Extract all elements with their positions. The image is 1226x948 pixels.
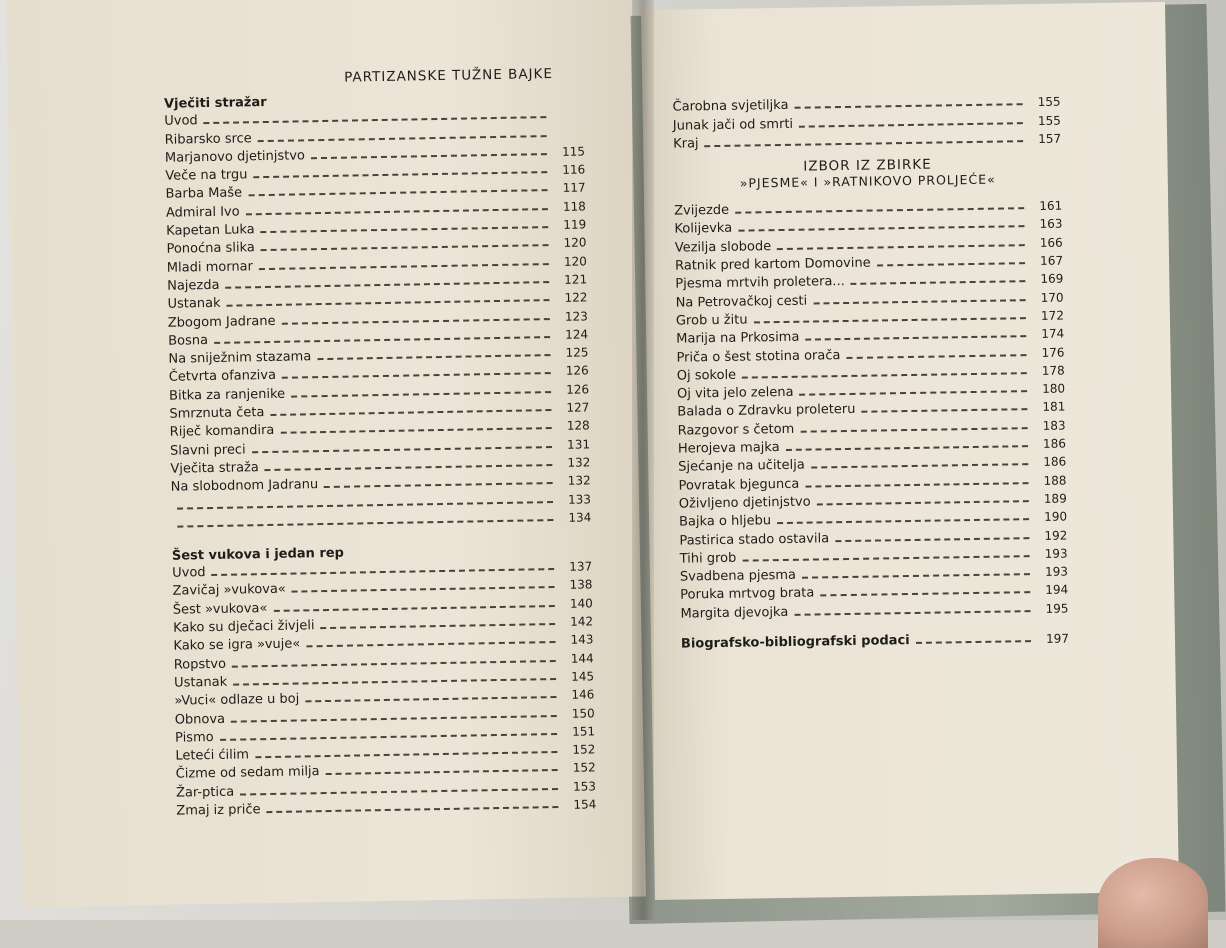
leader-dashes bbox=[280, 427, 551, 434]
leader-dashes bbox=[777, 518, 1029, 524]
leader-dashes bbox=[705, 140, 1024, 147]
toc-entry-title: Grob u žitu bbox=[676, 312, 754, 329]
toc-entry-page: 117 bbox=[555, 180, 585, 197]
toc-entry-page: 120 bbox=[556, 235, 586, 252]
leader-dashes bbox=[267, 806, 559, 813]
leader-dashes bbox=[270, 409, 551, 416]
leader-dashes bbox=[324, 482, 553, 488]
toc-entry-title: Kolijevka bbox=[674, 221, 738, 238]
toc-entry-page: 166 bbox=[1033, 234, 1063, 250]
toc-entry-title: Najezda bbox=[167, 278, 226, 295]
toc-entry-page: 163 bbox=[1032, 216, 1062, 232]
toc-entry-page: 127 bbox=[559, 399, 589, 416]
toc-entry-page: 155 bbox=[1030, 94, 1060, 110]
leader-dashes bbox=[877, 262, 1025, 266]
toc-entry-page: 178 bbox=[1035, 362, 1065, 378]
toc-entry-title: Ponoćna slika bbox=[166, 240, 261, 258]
toc-entry-title: Priča o šest stotina orača bbox=[676, 348, 846, 367]
leader-dashes bbox=[258, 135, 547, 142]
leader-dashes bbox=[916, 640, 1031, 644]
leader-dashes bbox=[799, 122, 1023, 128]
leader-dashes bbox=[794, 610, 1030, 616]
leader-dashes bbox=[777, 244, 1025, 250]
toc-entry-title: Kako se igra »vuje« bbox=[173, 637, 306, 655]
toc-entry-title: Šest »vukova« bbox=[173, 601, 274, 619]
toc-entry-title: Herojeva majka bbox=[678, 440, 786, 458]
toc-entry-page: 152 bbox=[566, 760, 596, 777]
toc-entry-title: Balada o Zdravku proleteru bbox=[677, 402, 861, 421]
toc-entry-page: 183 bbox=[1035, 417, 1065, 433]
toc-entry-page: 132 bbox=[560, 454, 590, 471]
leader-dashes bbox=[820, 592, 1030, 597]
leader-dashes bbox=[282, 318, 550, 325]
toc-entry-title: Pastirica stado ostavila bbox=[679, 531, 835, 549]
left-toc bbox=[163, 65, 596, 819]
toc-entry-title: Bitka za ranjenike bbox=[169, 386, 291, 404]
toc-entry-title: Na Petrovačkoj cesti bbox=[676, 293, 814, 311]
leader-dashes bbox=[226, 281, 550, 289]
toc-entry-title: Vezilja slobode bbox=[675, 239, 778, 257]
leader-dashes bbox=[813, 299, 1025, 304]
leader-dashes bbox=[204, 116, 547, 124]
toc-entry-title: Slavni preci bbox=[170, 442, 252, 459]
toc-entry-title: Veče na trgu bbox=[165, 167, 253, 185]
toc-entry-page: 188 bbox=[1036, 472, 1066, 488]
leader-dashes bbox=[265, 464, 553, 471]
toc-entry-page: 128 bbox=[560, 418, 590, 435]
toc-entry-page: 134 bbox=[561, 509, 591, 526]
leader-dashes bbox=[291, 391, 551, 398]
toc-entry-title: Sjećanje na učitelja bbox=[678, 458, 811, 476]
leader-dashes bbox=[795, 103, 1023, 109]
toc-entry-title: Margita djevojka bbox=[680, 605, 794, 623]
toc-entry-page: 180 bbox=[1035, 381, 1065, 397]
toc-entry-title: Biografsko-bibliografski podaci bbox=[681, 633, 916, 653]
leader-dashes bbox=[811, 463, 1028, 468]
toc-entry-title: Vječita straža bbox=[170, 460, 265, 478]
section-sest-vukova bbox=[172, 556, 596, 819]
toc-entry-page: 186 bbox=[1036, 436, 1066, 452]
toc-entry-title: Žar-ptica bbox=[176, 784, 240, 801]
section-title-sest-vukova: Šest vukova i jedan rep bbox=[172, 541, 592, 563]
leader-dashes bbox=[738, 226, 1024, 232]
toc-entry-title: Zvijezde bbox=[674, 203, 735, 220]
toc-entry-page: 146 bbox=[564, 687, 594, 704]
toc-entry-page: 153 bbox=[566, 778, 596, 795]
toc-entry-page: 170 bbox=[1033, 289, 1063, 305]
toc-entry-title: Čarobna svjetiljka bbox=[672, 98, 794, 116]
toc-entry-title: Smrznuta četa bbox=[169, 405, 270, 423]
leader-dashes bbox=[805, 482, 1028, 488]
toc-entry-page: 152 bbox=[565, 741, 595, 758]
leader-dashes bbox=[292, 586, 555, 593]
leader-dashes bbox=[231, 715, 557, 723]
leader-dashes bbox=[326, 769, 558, 775]
leader-dashes bbox=[742, 555, 1029, 562]
right-page bbox=[641, 2, 1179, 900]
toc-entry-title: Kako su dječaci živjeli bbox=[173, 618, 321, 637]
leader-dashes bbox=[233, 678, 556, 686]
toc-entry-page: 181 bbox=[1035, 399, 1065, 415]
toc-entry-page: 142 bbox=[563, 613, 593, 630]
toc-entry-page: 120 bbox=[557, 253, 587, 270]
toc-entry-page: 137 bbox=[562, 558, 592, 575]
toc-entry-page: 138 bbox=[562, 577, 592, 594]
leader-dashes bbox=[311, 153, 547, 159]
toc-entry-title: Marija na Prkosima bbox=[676, 330, 805, 348]
leader-dashes bbox=[212, 568, 555, 576]
toc-entry-title: Ratnik pred kartom Domovine bbox=[675, 256, 877, 275]
toc-entry-page: 190 bbox=[1037, 509, 1067, 525]
leader-dashes bbox=[846, 354, 1026, 359]
toc-entry-title: Marjanovo djetinjstvo bbox=[165, 148, 311, 167]
toc-entry-page: 115 bbox=[555, 143, 585, 160]
toc-entry-title: Leteći ćilim bbox=[175, 747, 255, 764]
toc-entry-page: 176 bbox=[1034, 344, 1064, 360]
leader-dashes bbox=[232, 660, 556, 668]
leader-dashes bbox=[786, 445, 1028, 451]
toc-entry-title: Poruka mrtvog brata bbox=[680, 586, 820, 604]
toc-entry-page: 126 bbox=[559, 363, 589, 380]
toc-entry-title: Zmaj iz priče bbox=[176, 802, 266, 820]
toc-entry-title: Oj vita jelo zelena bbox=[677, 385, 800, 403]
toc-entry-page: 144 bbox=[564, 650, 594, 667]
toc-entry-title: Uvod bbox=[172, 565, 212, 582]
toc-entry-page: 174 bbox=[1034, 326, 1064, 342]
leader-dashes bbox=[261, 244, 549, 251]
toc-entry-page: 155 bbox=[1031, 112, 1061, 128]
right-top-entries bbox=[672, 92, 1061, 153]
toc-entry-title: Riječ komandira bbox=[170, 423, 281, 441]
toc-entry-page: 124 bbox=[558, 326, 588, 343]
leader-dashes bbox=[306, 641, 555, 647]
toc-entry-page: 131 bbox=[560, 436, 590, 453]
toc-entry-title: Pismo bbox=[175, 730, 220, 747]
toc-entry-title: Admiral Ivo bbox=[166, 204, 246, 221]
book-gutter bbox=[632, 0, 654, 920]
leader-dashes bbox=[835, 537, 1029, 542]
toc-entry-title: Oj sokole bbox=[677, 367, 743, 384]
leader-dashes bbox=[800, 427, 1027, 433]
toc-entry-title: Uvod bbox=[164, 113, 204, 130]
toc-entry-page: 151 bbox=[565, 723, 595, 740]
toc-entry-page: 150 bbox=[565, 705, 595, 722]
leader-dashes bbox=[248, 190, 547, 197]
toc-entry-page: 169 bbox=[1033, 271, 1063, 287]
toc-entry-page: 116 bbox=[555, 162, 585, 179]
leader-dashes bbox=[735, 207, 1024, 214]
toc-entry-title: Na sniježnim stazama bbox=[168, 349, 317, 368]
toc-entry-page: 154 bbox=[566, 796, 596, 813]
section-vjeciti-strazar bbox=[164, 104, 591, 532]
right-toc bbox=[672, 92, 1069, 653]
leader-dashes bbox=[861, 409, 1027, 414]
leader-dashes bbox=[259, 263, 549, 270]
leader-dashes bbox=[800, 390, 1028, 396]
leader-dashes bbox=[246, 208, 548, 215]
leader-dashes bbox=[253, 171, 547, 178]
toc-entry-title: Pjesma mrtvih proletera... bbox=[675, 274, 851, 293]
toc-entry-page: 186 bbox=[1036, 454, 1066, 470]
leader-dashes bbox=[305, 696, 556, 702]
toc-entry-title: Mladi mornar bbox=[167, 259, 259, 277]
toc-entry-title: Zavičaj »vukova« bbox=[172, 582, 292, 600]
leader-dashes bbox=[261, 226, 549, 233]
toc-entry-page: 192 bbox=[1037, 527, 1067, 543]
thumb bbox=[1098, 858, 1208, 948]
toc-entry-page: 161 bbox=[1032, 198, 1062, 214]
toc-entry-title: Povratak bjegunca bbox=[678, 476, 805, 494]
toc-entry-title: Zbogom Jadrane bbox=[168, 313, 282, 331]
leader-dashes bbox=[220, 733, 557, 741]
toc-entry-title: Ropstvo bbox=[174, 656, 232, 673]
toc-entry-title: Kraj bbox=[673, 136, 705, 152]
leader-dashes bbox=[317, 354, 550, 360]
right-section-title-line2: »PJESME« I »RATNIKOVO PROLJEĆE« bbox=[674, 170, 1062, 191]
toc-entry-page: 143 bbox=[563, 632, 593, 649]
leader-dashes bbox=[273, 605, 554, 612]
toc-entry-title: Razgovor s četom bbox=[678, 421, 801, 439]
leader-dashes bbox=[754, 317, 1026, 323]
toc-entry-title: Na slobodnom Jadranu bbox=[171, 477, 325, 496]
leader-dashes bbox=[321, 623, 556, 629]
leader-dashes bbox=[851, 281, 1026, 286]
leader-dashes bbox=[227, 299, 550, 307]
leader-dashes bbox=[255, 751, 557, 758]
right-entries bbox=[674, 195, 1069, 622]
toc-entry-page: 123 bbox=[558, 308, 588, 325]
leader-dashes bbox=[805, 335, 1026, 340]
toc-entry-page: 125 bbox=[558, 345, 588, 362]
toc-entry-title: Ustanak bbox=[174, 675, 233, 692]
leader-dashes bbox=[240, 788, 558, 796]
leader-dashes bbox=[282, 373, 551, 380]
toc-entry-title: Bosna bbox=[168, 333, 214, 350]
toc-entry-title: Bajka o hljebu bbox=[679, 513, 777, 531]
toc-entry-page: 118 bbox=[556, 198, 586, 215]
toc-entry-page: 167 bbox=[1033, 253, 1063, 269]
toc-entry-title: Oživljeno djetinjstvo bbox=[679, 494, 817, 512]
toc-entry-title: Junak jači od smrti bbox=[673, 116, 799, 134]
toc-entry-title: Četvrta ofanziva bbox=[169, 368, 283, 386]
toc-entry-title: Ribarsko srce bbox=[165, 131, 258, 149]
toc-entry-title: Obnova bbox=[175, 711, 232, 728]
toc-entry-page: 189 bbox=[1037, 490, 1067, 506]
right-section-title-line1: IZBOR IZ ZBIRKE bbox=[673, 154, 1061, 176]
toc-entry-page: 157 bbox=[1031, 130, 1061, 146]
toc-entry-page: 140 bbox=[563, 595, 593, 612]
leader-dashes bbox=[817, 500, 1029, 505]
section-title-vjeciti-strazar: Vječiti stražar bbox=[164, 89, 584, 111]
toc-entry-page: 172 bbox=[1034, 308, 1064, 324]
left-page-title: PARTIZANSKE TUŽNE BAJKE bbox=[313, 65, 583, 86]
leader-dashes bbox=[214, 336, 550, 344]
toc-entry-page: 193 bbox=[1038, 564, 1068, 580]
toc-entry-title: Tihi grob bbox=[680, 550, 743, 567]
toc-entry-title: Čizme od sedam milja bbox=[176, 764, 326, 783]
toc-entry-title: Barba Maše bbox=[165, 186, 248, 203]
toc-entry-title: Kapetan Luka bbox=[166, 222, 261, 240]
toc-entry-page: 119 bbox=[556, 217, 586, 234]
toc-entry-page: 194 bbox=[1038, 582, 1068, 598]
toc-entry-title: »Vuci« odlaze u boj bbox=[174, 692, 305, 710]
left-page bbox=[6, 0, 646, 907]
toc-entry-page: 133 bbox=[561, 491, 591, 508]
toc-entry-title: Ustanak bbox=[167, 296, 226, 313]
toc-entry-page: 195 bbox=[1038, 600, 1068, 616]
toc-entry-page: 193 bbox=[1038, 545, 1068, 561]
toc-entry-page: 126 bbox=[559, 381, 589, 398]
toc-entry-page: 121 bbox=[557, 271, 587, 288]
toc-entry-page: 197 bbox=[1039, 631, 1069, 647]
leader-dashes bbox=[252, 446, 552, 453]
toc-entry-page: 122 bbox=[557, 290, 587, 307]
leader-dashes bbox=[742, 372, 1027, 378]
toc-entry-page: 132 bbox=[561, 473, 591, 490]
leader-dashes bbox=[802, 573, 1030, 579]
toc-entry-title: Svadbena pjesma bbox=[680, 568, 802, 586]
toc-entry-page: 145 bbox=[564, 668, 594, 685]
